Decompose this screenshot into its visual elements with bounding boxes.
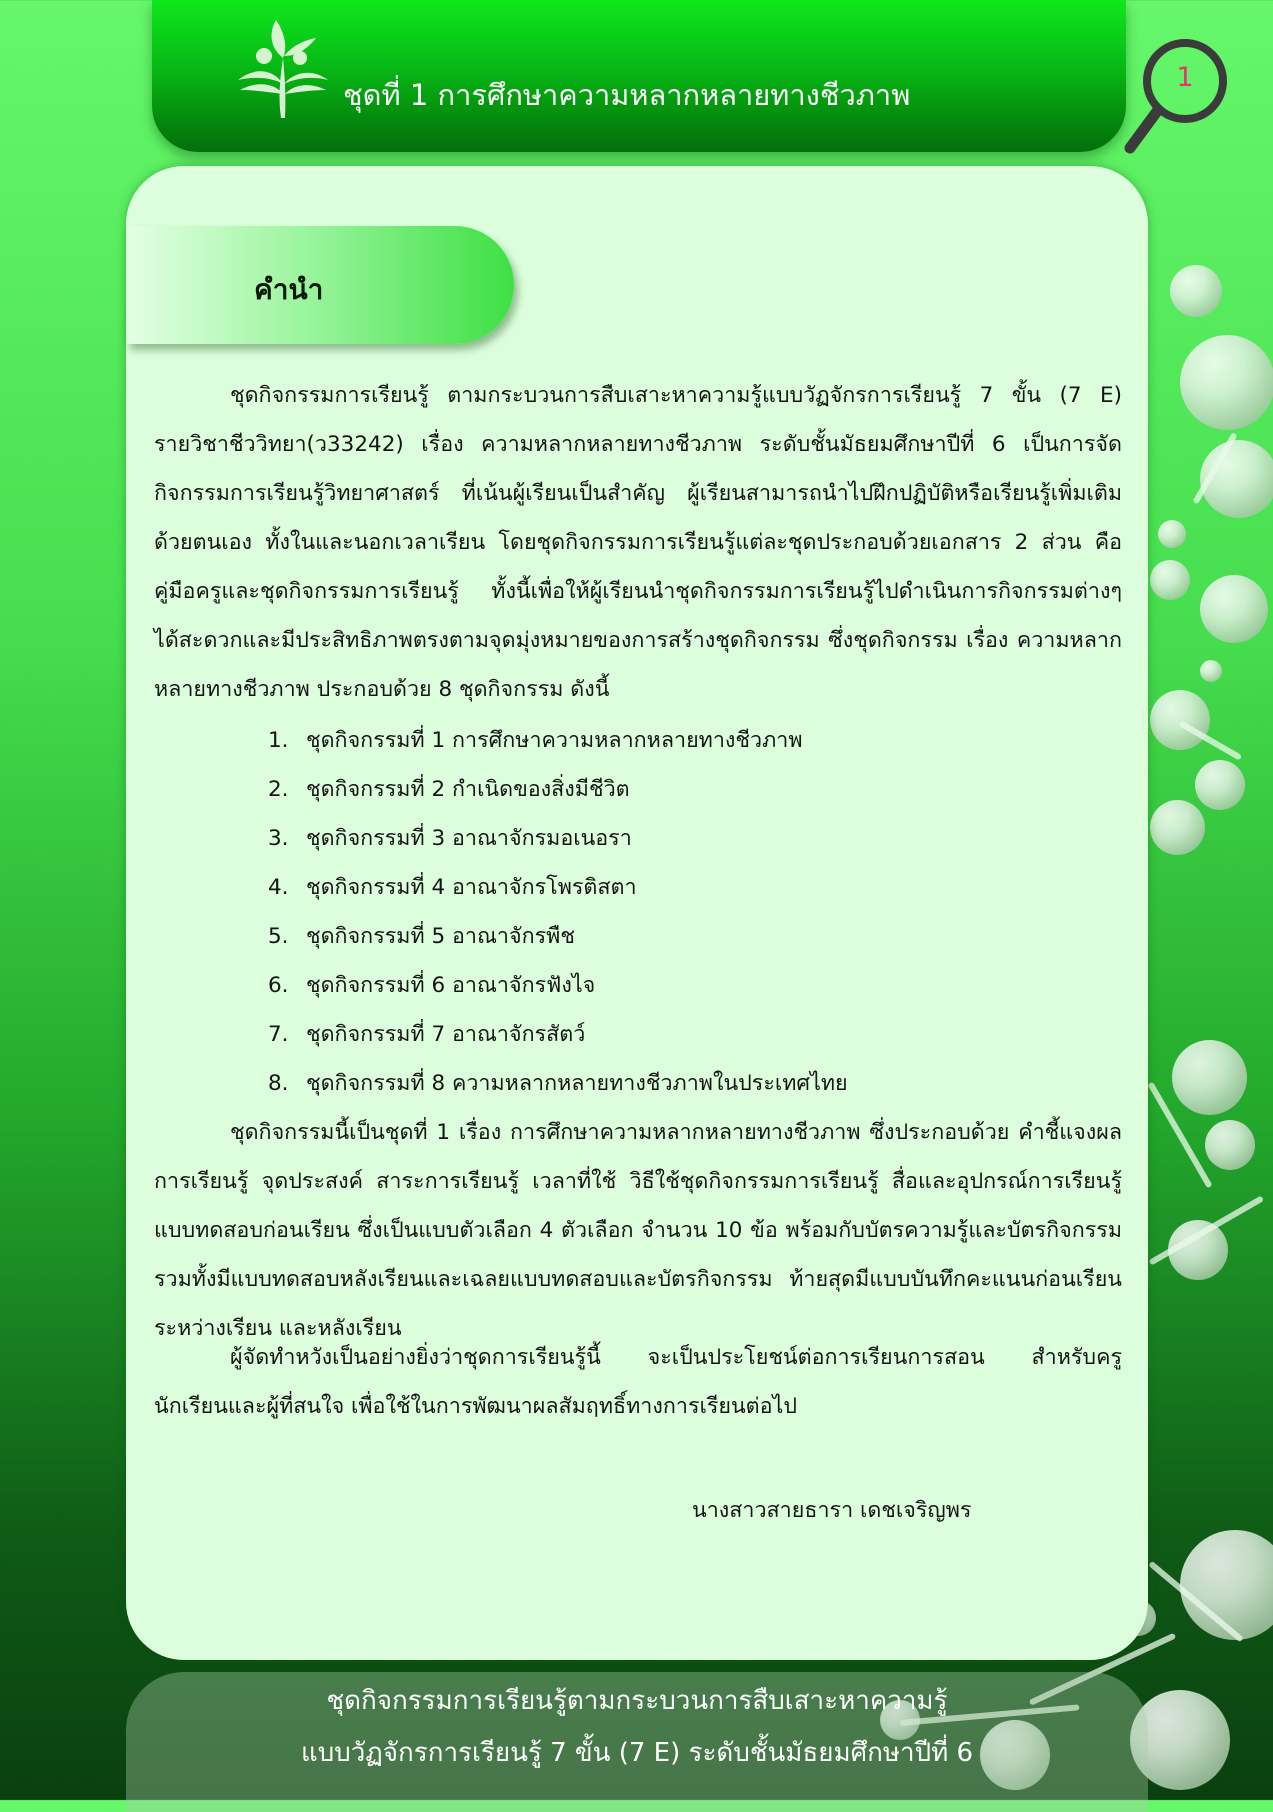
- list-item: 8. ชุดกิจกรรมที่ 8 ความหลากหลายทางชีวภาพในประเทศไทย: [268, 1071, 848, 1096]
- sprout-people-icon: [228, 18, 338, 123]
- list-item: 1. ชุดกิจกรรมที่ 1 การศึกษาความหลากหลายทางชีวภาพ: [268, 728, 803, 753]
- author-name: นางสาวสายธารา เดชเจริญพร: [692, 1498, 972, 1523]
- list-item: 4. ชุดกิจกรรมที่ 4 อาณาจักรโพรติสตา: [268, 875, 637, 900]
- list-item: 3. ชุดกิจกรรมที่ 3 อาณาจักรมอเนอรา: [268, 826, 632, 851]
- activity-list: [268, 716, 848, 1108]
- page-number: 1: [1176, 62, 1194, 93]
- header-title: ชุดที่ 1 การศึกษาความหลากหลายทางชีวภาพ: [343, 78, 911, 112]
- section-title: คำนำ: [254, 273, 324, 306]
- intro-paragraph-3: ผู้จัดทำหวังเป็นอย่างยิ่งว่าชุดการเรียนรู้นี้ จะเป็นประโยชน์ต่อการเรียนการสอน สำหรับครู นักเรียนและผู้ที่สนใจ เพื่อใช้ในการพัฒนาผลสัมฤทธิ์ทางการเรียนต่อไป: [154, 1345, 1122, 1419]
- footer-line-1: ชุดกิจกรรมการเรียนรู้ตามกระบวนการสืบเสาะหาความรู้: [326, 1686, 948, 1716]
- intro-paragraph-2: ชุดกิจกรรมนี้เป็นชุดที่ 1 เรื่อง การศึกษาความหลากหลายทางชีวภาพ ซึ่งประกอบด้วย คำชี้แจงผลการเรียนรู้ จุดประสงค์ สาระการเรียนรู้ เวลาที่ใช้ วิธีใช้ชุดกิจกรรมการเรียนรู้ สื่อและอุปกรณ์การเรียนรู้แบบทดสอบก่อนเรียน ซึ่งเป็นแบบตัวเลือก 4 ตัวเลือก จำนวน 10 ข้อ พร้อมกับบัตรความรู้และบัตรกิจกรรมรวมทั้งมีแบบทดสอบหลังเรียนและเฉลยแบบทดสอบและบัตรกิจกรรม ท้ายสุดมีแบบบันทึกคะแนนก่อนเรียนระหว่างเรียน และหลังเรียน: [154, 1120, 1122, 1341]
- list-item: 6. ชุดกิจกรรมที่ 6 อาณาจักรฟังไจ: [268, 973, 596, 998]
- list-item: 2. ชุดกิจกรรมที่ 2 กำเนิดของสิ่งมีชีวิต: [268, 777, 630, 802]
- footer-line-2: แบบวัฏจักรการเรียนรู้ 7 ขั้น (7 E) ระดับชั้นมัธยมศึกษาปีที่ 6: [300, 1738, 974, 1768]
- list-item: 7. ชุดกิจกรรมที่ 7 อาณาจักรสัตว์: [268, 1022, 586, 1047]
- list-item: 5. ชุดกิจกรรมที่ 5 อาณาจักรพืช: [268, 924, 575, 949]
- intro-paragraph-1: ชุดกิจกรรมการเรียนรู้ ตามกระบวนการสืบเสาะหาความรู้แบบวัฏจักรการเรียนรู้ 7 ขั้น (7 E) รายวิชาชีววิทยา(ว33242) เรื่อง ความหลากหลายทางชีวภาพ ระดับชั้นมัธยมศึกษาปีที่ 6 เป็นการจัดกิจกรรมการเรียนรู้วิทยาศาสตร์ ที่เน้นผู้เรียนเป็นสำคัญ ผู้เรียนสามารถนำไปฝึกปฏิบัติหรือเรียนรู้เพิ่มเติมด้วยตนเอง ทั้งในและนอกเวลาเรียน โดยชุดกิจกรรมการเรียนรู้แต่ละชุดประกอบด้วยเอกสาร 2 ส่วน คือ คู่มือครูและชุดกิจกรรมการเรียนรู้ ทั้งนี้เพื่อให้ผู้เรียนนำชุดกิจกรรมการเรียนรู้ไปดำเนินการกิจกรรมต่างๆ ได้สะดวกและมีประสิทธิภาพตรงตามจุดมุ่งหมายของการสร้างชุดกิจกรรม ซึ่งชุดกิจกรรม เรื่อง ความหลากหลายทางชีวภาพ ประกอบด้วย 8 ชุดกิจกรรม ดังนี้: [154, 383, 1122, 702]
